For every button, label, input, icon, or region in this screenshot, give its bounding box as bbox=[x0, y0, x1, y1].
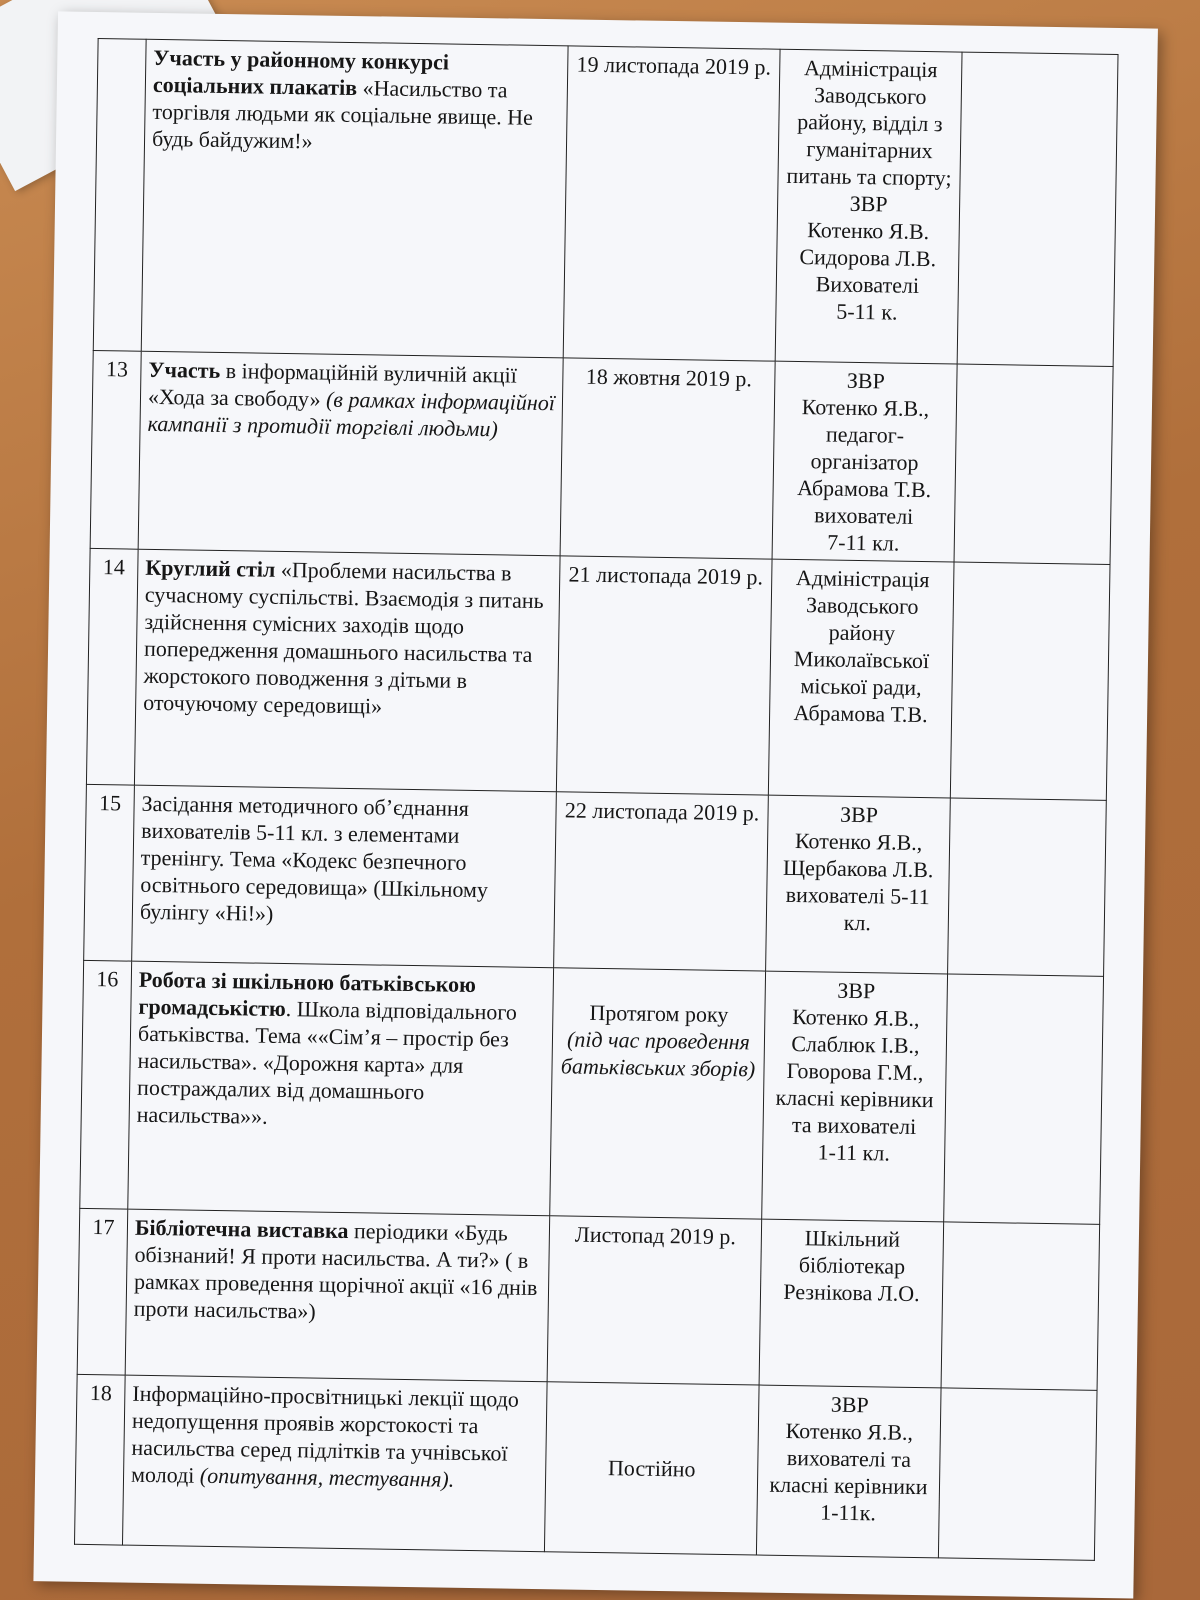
note-cell bbox=[944, 974, 1104, 1224]
date-text: Листопад 2019 р. bbox=[574, 1221, 737, 1250]
responsible-line: ЗВР bbox=[830, 1391, 869, 1418]
activity-cell bbox=[125, 1209, 550, 1382]
responsible-line: 1-11 кл. bbox=[817, 1139, 891, 1166]
responsible-line: Щербакова Л.В. bbox=[782, 854, 934, 883]
note-cell bbox=[948, 798, 1107, 976]
activity-italic: (опитування, тестування). bbox=[199, 1462, 455, 1492]
date-cell bbox=[556, 556, 772, 795]
responsible-cell bbox=[775, 49, 962, 364]
responsible-line: ЗВР bbox=[849, 190, 888, 217]
date-text: 21 листопада 2019 р. bbox=[568, 561, 764, 590]
table-row bbox=[77, 1208, 1099, 1390]
responsible-line: Адміністрація Заводського району, відділ з гуманітарних питань та спорту; bbox=[786, 55, 952, 191]
responsible-line: вихователі bbox=[814, 502, 914, 529]
responsible-cell bbox=[759, 1219, 944, 1388]
table-row bbox=[90, 350, 1113, 564]
activity-bold: Участь bbox=[148, 356, 221, 383]
note-cell bbox=[938, 1388, 1097, 1560]
date-italic: (під час проведення батьківських зборів) bbox=[560, 1026, 756, 1082]
activity-cell bbox=[138, 351, 563, 556]
note-cell bbox=[957, 52, 1118, 366]
date-cell bbox=[560, 358, 775, 559]
responsible-line: 5-11 к. bbox=[836, 298, 898, 325]
date-cell bbox=[544, 1382, 759, 1555]
date-text: 18 жовтня 2019 р. bbox=[585, 363, 753, 392]
activity-text: «Проблеми насильства в сучасному суспільстві. Взаємодія з питань здійснення сумісних заходів щодо попередження домашнього насильства та жорстокого поводження з дітьми в оточуючому середовищі» bbox=[143, 556, 544, 719]
activity-italic: (в рамках інформаційної кампанії з протидії торгівлі людьми) bbox=[147, 386, 556, 442]
date-cell bbox=[547, 1216, 762, 1385]
responsible-line: Котенко Я.В., bbox=[794, 828, 923, 856]
responsible-line: Адміністрація Заводського району Миколаївської міської ради, bbox=[793, 565, 930, 701]
activity-bold: Бібліотечна виставка bbox=[134, 1214, 349, 1244]
date-text: Протягом року bbox=[589, 999, 729, 1028]
row-number: 18 bbox=[74, 1374, 125, 1545]
responsible-line: Шкільний бібліотекар bbox=[798, 1225, 906, 1279]
activity-bold: Участь у районному конкурсі соціальних плакатів bbox=[152, 44, 450, 101]
row-number: 13 bbox=[90, 350, 141, 549]
activity-cell bbox=[122, 1375, 547, 1552]
responsible-line: Резнікова Л.О. bbox=[783, 1278, 920, 1307]
activity-text: «Насильство та торгівля людьми як соціальне явище. Не будь байдужим!» bbox=[151, 75, 534, 154]
responsible-cell bbox=[762, 971, 948, 1222]
responsible-line: Говорова Г.М., bbox=[786, 1057, 924, 1086]
activity-cell bbox=[128, 961, 554, 1216]
date-text: 22 листопада 2019 р. bbox=[564, 797, 760, 826]
activity-text: Інформаційно-просвітницькі лекції щодо недопущення проявів жорстокості та насильства серед підлітків та учнівської молоді bbox=[130, 1380, 520, 1488]
responsible-line: Абрамова Т.В. bbox=[793, 700, 928, 728]
note-cell bbox=[950, 562, 1110, 800]
table-row bbox=[80, 960, 1104, 1224]
responsible-line: Сидорова Л.В. bbox=[799, 244, 937, 272]
responsible-line: вихователі та класні керівники 1-11к. bbox=[769, 1444, 928, 1526]
date-text: Постійно bbox=[607, 1455, 696, 1482]
row-number: 16 bbox=[80, 960, 132, 1209]
document-page bbox=[33, 11, 1158, 1598]
events-table bbox=[74, 38, 1119, 1561]
table-row bbox=[93, 38, 1118, 366]
note-cell bbox=[941, 1222, 1100, 1390]
row-number: 14 bbox=[86, 548, 138, 785]
row-number bbox=[93, 38, 146, 351]
table-row bbox=[84, 784, 1107, 976]
responsible-line: Абрамова Т.В. bbox=[797, 475, 932, 503]
responsible-line: Котенко Я.В., bbox=[785, 1417, 914, 1445]
responsible-line: педагог-організатор bbox=[810, 421, 919, 475]
row-number: 17 bbox=[77, 1208, 128, 1375]
responsible-cell bbox=[766, 795, 951, 974]
activity-cell bbox=[134, 549, 560, 792]
activity-cell bbox=[141, 39, 568, 358]
responsible-line: ЗВР bbox=[839, 801, 879, 828]
date-cell bbox=[550, 968, 766, 1219]
activity-text: періодики «Будь обізнаний! Я проти насильства. А ти?» ( в рамках проведення щорічної акції «16 днів проти насильства») bbox=[133, 1218, 538, 1324]
date-cell bbox=[563, 46, 780, 361]
table-row bbox=[86, 548, 1110, 800]
table-row bbox=[74, 1374, 1097, 1560]
activity-text: . Школа відповідального батьківства. Тема ««Сім’я – простір без насильства». «Дорожня карта» для постраждалих від домашнього насильства»». bbox=[136, 996, 518, 1129]
responsible-line: Котенко Я.В. bbox=[807, 217, 930, 245]
date-cell bbox=[554, 792, 769, 971]
responsible-line: 7-11 кл. bbox=[827, 529, 900, 556]
responsible-cell bbox=[768, 559, 954, 798]
activity-bold: Круглий стіл bbox=[145, 554, 276, 582]
activity-text: Засідання методичного об’єднання вихователів 5-11 кл. з елементами тренінгу. Тема «Кодекс безпечного освітнього середовища» (Шкільному булінгу «Ні!») bbox=[139, 790, 489, 926]
responsible-line: Котенко Я.В., bbox=[791, 1004, 920, 1032]
activity-cell bbox=[132, 785, 557, 968]
responsible-line: Слаблюк І.В., bbox=[791, 1031, 920, 1059]
responsible-cell bbox=[756, 1385, 941, 1558]
responsible-line: ЗВР bbox=[837, 977, 876, 1004]
responsible-line: вихователі 5-11 кл. bbox=[785, 881, 931, 936]
note-cell bbox=[954, 364, 1113, 564]
row-number: 15 bbox=[84, 784, 135, 961]
activity-text: в інформаційній вуличній акції «Хода за свободу» bbox=[147, 357, 518, 412]
responsible-line: Вихователі bbox=[815, 271, 920, 298]
responsible-line: класні керівники та вихователі bbox=[775, 1084, 934, 1139]
activity-bold: Робота зі шкільною батьківською громадськістю bbox=[138, 966, 477, 1022]
responsible-line: Котенко Я.В., bbox=[801, 394, 930, 422]
date-text: 19 листопада 2019 р. bbox=[576, 51, 772, 80]
responsible-cell bbox=[772, 361, 957, 562]
responsible-line: ЗВР bbox=[846, 367, 886, 394]
